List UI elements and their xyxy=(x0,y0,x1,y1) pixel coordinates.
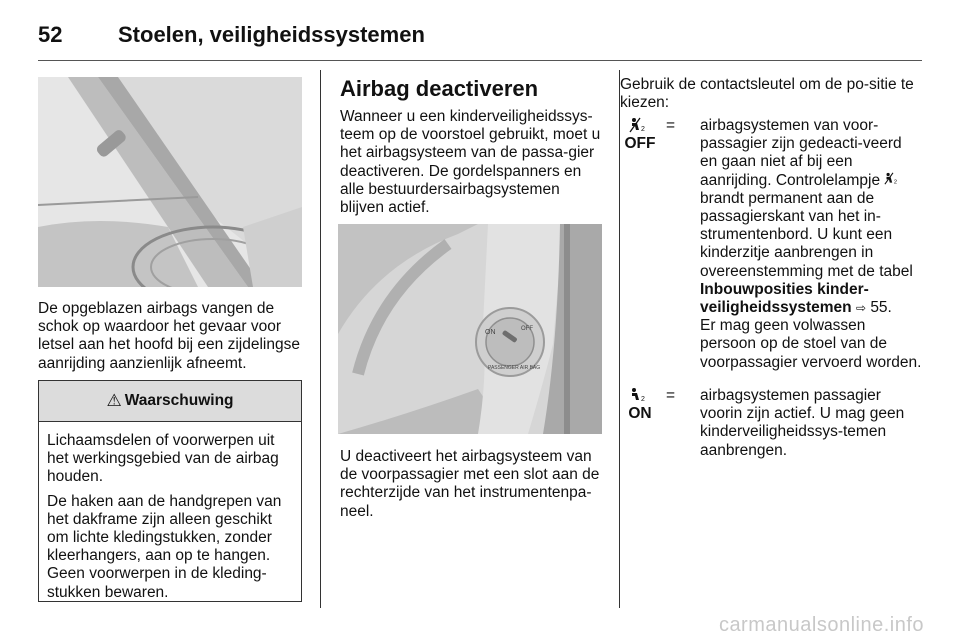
page-title: Stoelen, veiligheidssystemen xyxy=(118,22,425,47)
page-header xyxy=(38,14,922,54)
switch-caption-label: PASSENGER AIR BAG xyxy=(488,365,541,371)
svg-text:2: 2 xyxy=(641,396,645,403)
right-intro: Gebruik de contactsleutel om de po-sitie te kiezen: xyxy=(620,76,914,112)
airbag-switch-panel-icon xyxy=(338,224,602,434)
warning-paragraph: Lichaamsdelen of voorwerpen uit het werkingsgebied van de airbag houden. xyxy=(47,432,279,486)
option-off-desc-1: airbagsystemen van voor-passagier zijn gedeacti-veerd en gaan niet af bij een aanrijding. Controlelampje xyxy=(700,117,902,189)
option-off-label: OFF xyxy=(624,135,656,152)
a-pillar-figure xyxy=(38,77,302,287)
airbag-on-icon xyxy=(620,387,660,405)
option-off-symbol xyxy=(620,117,660,153)
warning-body xyxy=(39,422,301,602)
airbag-off-inline-icon xyxy=(884,172,902,185)
warning-paragraph: De haken aan de handgrepen van het dakframe zijn alleen geschikt om lichte kledingstukken, zonder kleerhangers, aan op te hangen. Geen voorwerpen in de kleding-stukken bewaren. xyxy=(47,492,282,601)
option-on-symbol xyxy=(620,387,660,423)
page-reference-arrow-icon: ⇨ xyxy=(855,301,866,316)
option-off-equals: = xyxy=(666,117,676,134)
warning-title: Waarschuwing xyxy=(124,392,234,409)
cross-reference-title[interactable]: Inbouwposities kinder-veiligheidssystemen xyxy=(700,280,869,317)
middle-intro: Wanneer u een kinderveiligheidssys-teem op de voorstoel gebruikt, moet u het airbagsysteem van de passa-gier deactiveren. De gordelspanners en alle bestuurdersairbagsystemen blijven actief. xyxy=(340,108,601,217)
option-on-description: airbagsystemen passagier voorin zijn actief. U mag geen kinderveiligheidssys-temen aanbrengen. xyxy=(700,387,905,459)
airbag-off-icon xyxy=(620,117,660,135)
left-caption: De opgeblazen airbags vangen de schok op waardoor het gevaar voor letsel aan het hoofd bij een zijdelingse aanrijding aanzienlijk afneemt. xyxy=(38,300,300,372)
option-off-description xyxy=(700,117,922,372)
section-title: Airbag deactiveren xyxy=(340,76,539,101)
option-on-equals: = xyxy=(666,387,676,404)
switch-on-label: ON xyxy=(485,329,496,336)
column-divider-left xyxy=(320,70,321,608)
option-off xyxy=(620,117,922,387)
option-on-label: ON xyxy=(628,405,652,422)
option-off-desc-2: brandt permanent aan de passagierskant van het in-strumentenbord. U kunt een kinderzitje aanbrengen in overeenstemming met de tabel xyxy=(700,189,913,280)
header-rule xyxy=(38,60,922,61)
svg-text:2: 2 xyxy=(641,126,645,133)
svg-text:2: 2 xyxy=(894,178,898,185)
page-reference[interactable]: 55. xyxy=(870,299,892,317)
airbag-switch-figure xyxy=(338,224,602,434)
option-on xyxy=(620,387,922,467)
middle-bottom-text: U deactiveert het airbagsysteem van de voorpassagier met een slot aan de rechterzijde van het instrumentenpa-neel. xyxy=(340,448,600,520)
car-interior-icon xyxy=(38,77,302,287)
option-off-desc-3: Er mag geen volwassen persoon op de stoel van de voorpassagier vervoerd worden. xyxy=(700,317,922,371)
warning-box xyxy=(38,380,302,602)
switch-off-label: OFF xyxy=(521,326,533,332)
warning-header xyxy=(39,381,301,422)
watermark: carmanualsonline.info xyxy=(718,614,924,636)
page-number: 52 xyxy=(38,22,63,47)
warning-triangle-icon: ⚠ xyxy=(106,391,122,410)
